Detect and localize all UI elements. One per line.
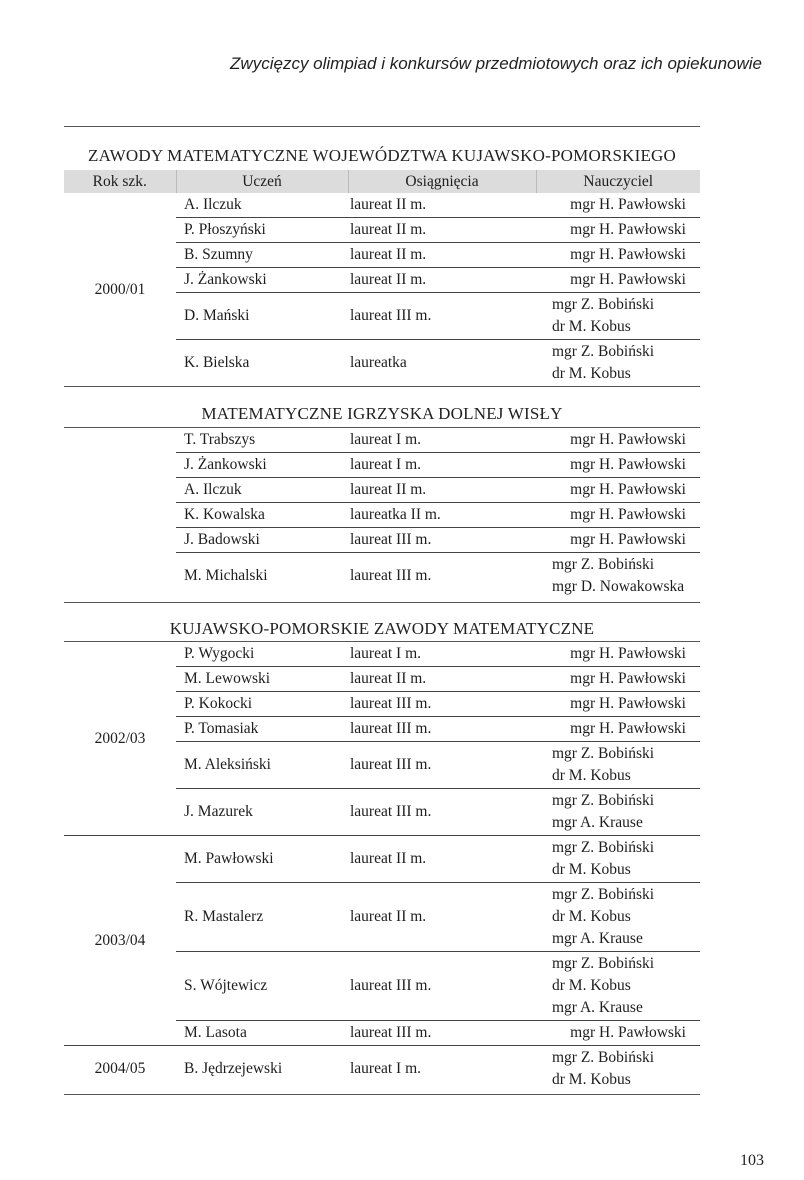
achievement-cell: laureat III m. <box>348 293 536 340</box>
teacher-name: mgr Z. Bobiński <box>552 745 655 762</box>
teacher-name: mgr H. Pawłowski <box>570 531 686 548</box>
teacher-cell <box>536 553 700 600</box>
student-cell: K. Kowalska <box>176 503 348 528</box>
student-cell: S. Wójtewicz <box>176 952 348 1021</box>
school-year-cell: 2003/04 <box>64 836 176 1046</box>
teacher-cell <box>536 193 700 218</box>
achievement-cell: laureat II m. <box>348 218 536 243</box>
section-title: ZAWODY MATEMATYCZNE WOJEWÓDZTWA KUJAWSKO-POMORSKIEGO <box>87 146 676 165</box>
achievement-cell: laureat I m. <box>348 642 536 667</box>
teacher-name: mgr A. Krause <box>552 999 643 1016</box>
page-number: 103 <box>740 1152 764 1169</box>
section-bottom-rule <box>64 1094 700 1095</box>
school-year-cell <box>64 428 176 599</box>
teacher-name: mgr A. Krause <box>552 814 643 831</box>
student-cell: K. Bielska <box>184 354 250 371</box>
achievement-cell: laureat III m. <box>350 567 432 584</box>
student-cell: M. Michalski <box>184 567 268 584</box>
teacher-cell <box>536 478 700 503</box>
teacher-name: mgr H. Pawłowski <box>570 1024 686 1041</box>
teacher-name: mgr Z. Bobiński <box>552 886 655 903</box>
teacher-name: mgr Z. Bobiński <box>552 296 655 313</box>
teacher-name: mgr Z. Bobiński <box>552 955 655 972</box>
achievement-cell: laureat II m. <box>348 667 536 692</box>
teacher-name: mgr H. Pawłowski <box>570 670 686 687</box>
achievement-cell: laureat III m. <box>348 952 536 1021</box>
section-title: KUJAWSKO-POMORSKIE ZAWODY MATEMATYCZNE <box>169 619 595 638</box>
achievement-cell: laureat III m. <box>348 789 536 836</box>
header-student: Uczeń <box>176 170 348 193</box>
teacher-name: mgr H. Pawłowski <box>570 246 686 263</box>
teacher-cell <box>536 1021 700 1046</box>
teacher-name: mgr H. Pawłowski <box>570 645 686 662</box>
student-cell: A. Ilczuk <box>176 193 348 218</box>
teacher-name: dr M. Kobus <box>552 365 631 382</box>
table-row <box>64 428 700 453</box>
teacher-name: mgr D. Nowakowska <box>552 578 685 595</box>
results-table <box>64 428 700 599</box>
teacher-name: dr M. Kobus <box>552 318 631 335</box>
teacher-name: mgr Z. Bobiński <box>552 839 655 856</box>
achievement-cell: laureat II m. <box>348 836 536 883</box>
teacher-name: mgr H. Pawłowski <box>570 221 686 238</box>
achievement-cell: laureat I m. <box>350 1060 422 1077</box>
achievement-cell: laureat III m. <box>348 1021 536 1046</box>
teacher-name: dr M. Kobus <box>552 908 631 925</box>
achievement-cell: laureat II m. <box>348 478 536 503</box>
student-cell: P. Kokocki <box>176 692 348 717</box>
achievement-cell: laureat I m. <box>348 428 536 453</box>
achievement-cell: laureat II m. <box>348 268 536 293</box>
achievement-cell: laureat I m. <box>348 453 536 478</box>
header-year: Rok szk. <box>64 170 176 193</box>
school-year-cell: 2000/01 <box>94 280 146 298</box>
teacher-cell <box>536 667 700 692</box>
table-row <box>64 1046 700 1093</box>
student-cell: M. Lewowski <box>176 667 348 692</box>
running-head: Zwycięzcy olimpiad i konkursów przedmiotowych oraz ich opiekunowie <box>230 54 762 73</box>
section-top-rule <box>64 126 700 127</box>
student-cell: A. Ilczuk <box>176 478 348 503</box>
table-row <box>64 193 700 218</box>
student-cell: P. Płoszyński <box>176 218 348 243</box>
results-table <box>64 642 700 1092</box>
achievement-cell: laureat III m. <box>348 717 536 742</box>
teacher-name: mgr Z. Bobiński <box>552 343 655 360</box>
teacher-name: mgr H. Pawłowski <box>570 506 686 523</box>
teacher-name: mgr H. Pawłowski <box>570 695 686 712</box>
teacher-name: mgr H. Pawłowski <box>570 481 686 498</box>
student-cell: J. Badowski <box>176 528 348 553</box>
teacher-cell <box>536 243 700 268</box>
student-cell: B. Jędrzejewski <box>184 1060 283 1077</box>
teacher-name: dr M. Kobus <box>552 767 631 784</box>
teacher-cell <box>536 883 700 952</box>
student-cell: P. Tomasiak <box>176 717 348 742</box>
achievement-cell: laureat III m. <box>348 692 536 717</box>
teacher-name: mgr H. Pawłowski <box>570 196 686 213</box>
teacher-cell <box>536 453 700 478</box>
student-cell: M. Lasota <box>176 1021 348 1046</box>
student-cell: J. Żankowski <box>176 268 348 293</box>
teacher-cell <box>536 789 700 836</box>
school-year-cell: 2004/05 <box>94 1060 146 1077</box>
teacher-cell <box>536 642 700 667</box>
achievement-cell: laureat II m. <box>348 193 536 218</box>
school-year-cell: 2002/03 <box>64 642 176 836</box>
teacher-cell <box>536 836 700 883</box>
teacher-name: mgr A. Krause <box>552 930 643 947</box>
achievement-cell: laureatka <box>350 354 407 371</box>
student-cell: M. Pawłowski <box>176 836 348 883</box>
table-row <box>64 836 700 883</box>
teacher-name: dr M. Kobus <box>552 1071 631 1088</box>
teacher-name: dr M. Kobus <box>552 861 631 878</box>
teacher-cell <box>536 528 700 553</box>
teacher-cell <box>536 503 700 528</box>
student-cell: M. Aleksiński <box>176 742 348 789</box>
teacher-cell <box>536 340 700 387</box>
student-cell: D. Mański <box>176 293 348 340</box>
results-table <box>64 170 700 386</box>
table-header-row <box>64 170 700 193</box>
achievement-cell: laureatka II m. <box>348 503 536 528</box>
teacher-cell <box>536 1046 700 1093</box>
teacher-cell <box>536 952 700 1021</box>
header-achievement: Osiągnięcia <box>348 170 536 193</box>
student-cell: T. Trabszys <box>176 428 348 453</box>
table-row <box>64 642 700 667</box>
teacher-cell <box>536 692 700 717</box>
student-cell: B. Szumny <box>176 243 348 268</box>
achievement-cell: laureat III m. <box>348 742 536 789</box>
student-cell: J. Żankowski <box>176 453 348 478</box>
teacher-name: mgr Z. Bobiński <box>552 792 655 809</box>
teacher-name: mgr H. Pawłowski <box>570 271 686 288</box>
student-cell: J. Mazurek <box>176 789 348 836</box>
teacher-cell <box>536 428 700 453</box>
teacher-name: mgr Z. Bobiński <box>552 556 655 573</box>
teacher-name: mgr H. Pawłowski <box>570 720 686 737</box>
student-cell: P. Wygocki <box>176 642 348 667</box>
student-cell: R. Mastalerz <box>176 883 348 952</box>
achievement-cell: laureat III m. <box>348 528 536 553</box>
teacher-cell <box>536 293 700 340</box>
teacher-name: dr M. Kobus <box>552 977 631 994</box>
section-bottom-rule <box>64 602 700 603</box>
achievement-cell: laureat II m. <box>348 883 536 952</box>
header-teacher: Nauczyciel <box>536 170 700 193</box>
section-bottom-rule <box>64 386 700 387</box>
teacher-name: mgr H. Pawłowski <box>570 456 686 473</box>
teacher-name: mgr H. Pawłowski <box>570 431 686 448</box>
teacher-cell <box>536 742 700 789</box>
teacher-cell <box>536 268 700 293</box>
teacher-cell <box>536 717 700 742</box>
section-title: MATEMATYCZNE IGRZYSKA DOLNEJ WISŁY <box>201 404 563 423</box>
teacher-cell <box>536 218 700 243</box>
achievement-cell: laureat II m. <box>348 243 536 268</box>
teacher-name: mgr Z. Bobiński <box>552 1049 655 1066</box>
